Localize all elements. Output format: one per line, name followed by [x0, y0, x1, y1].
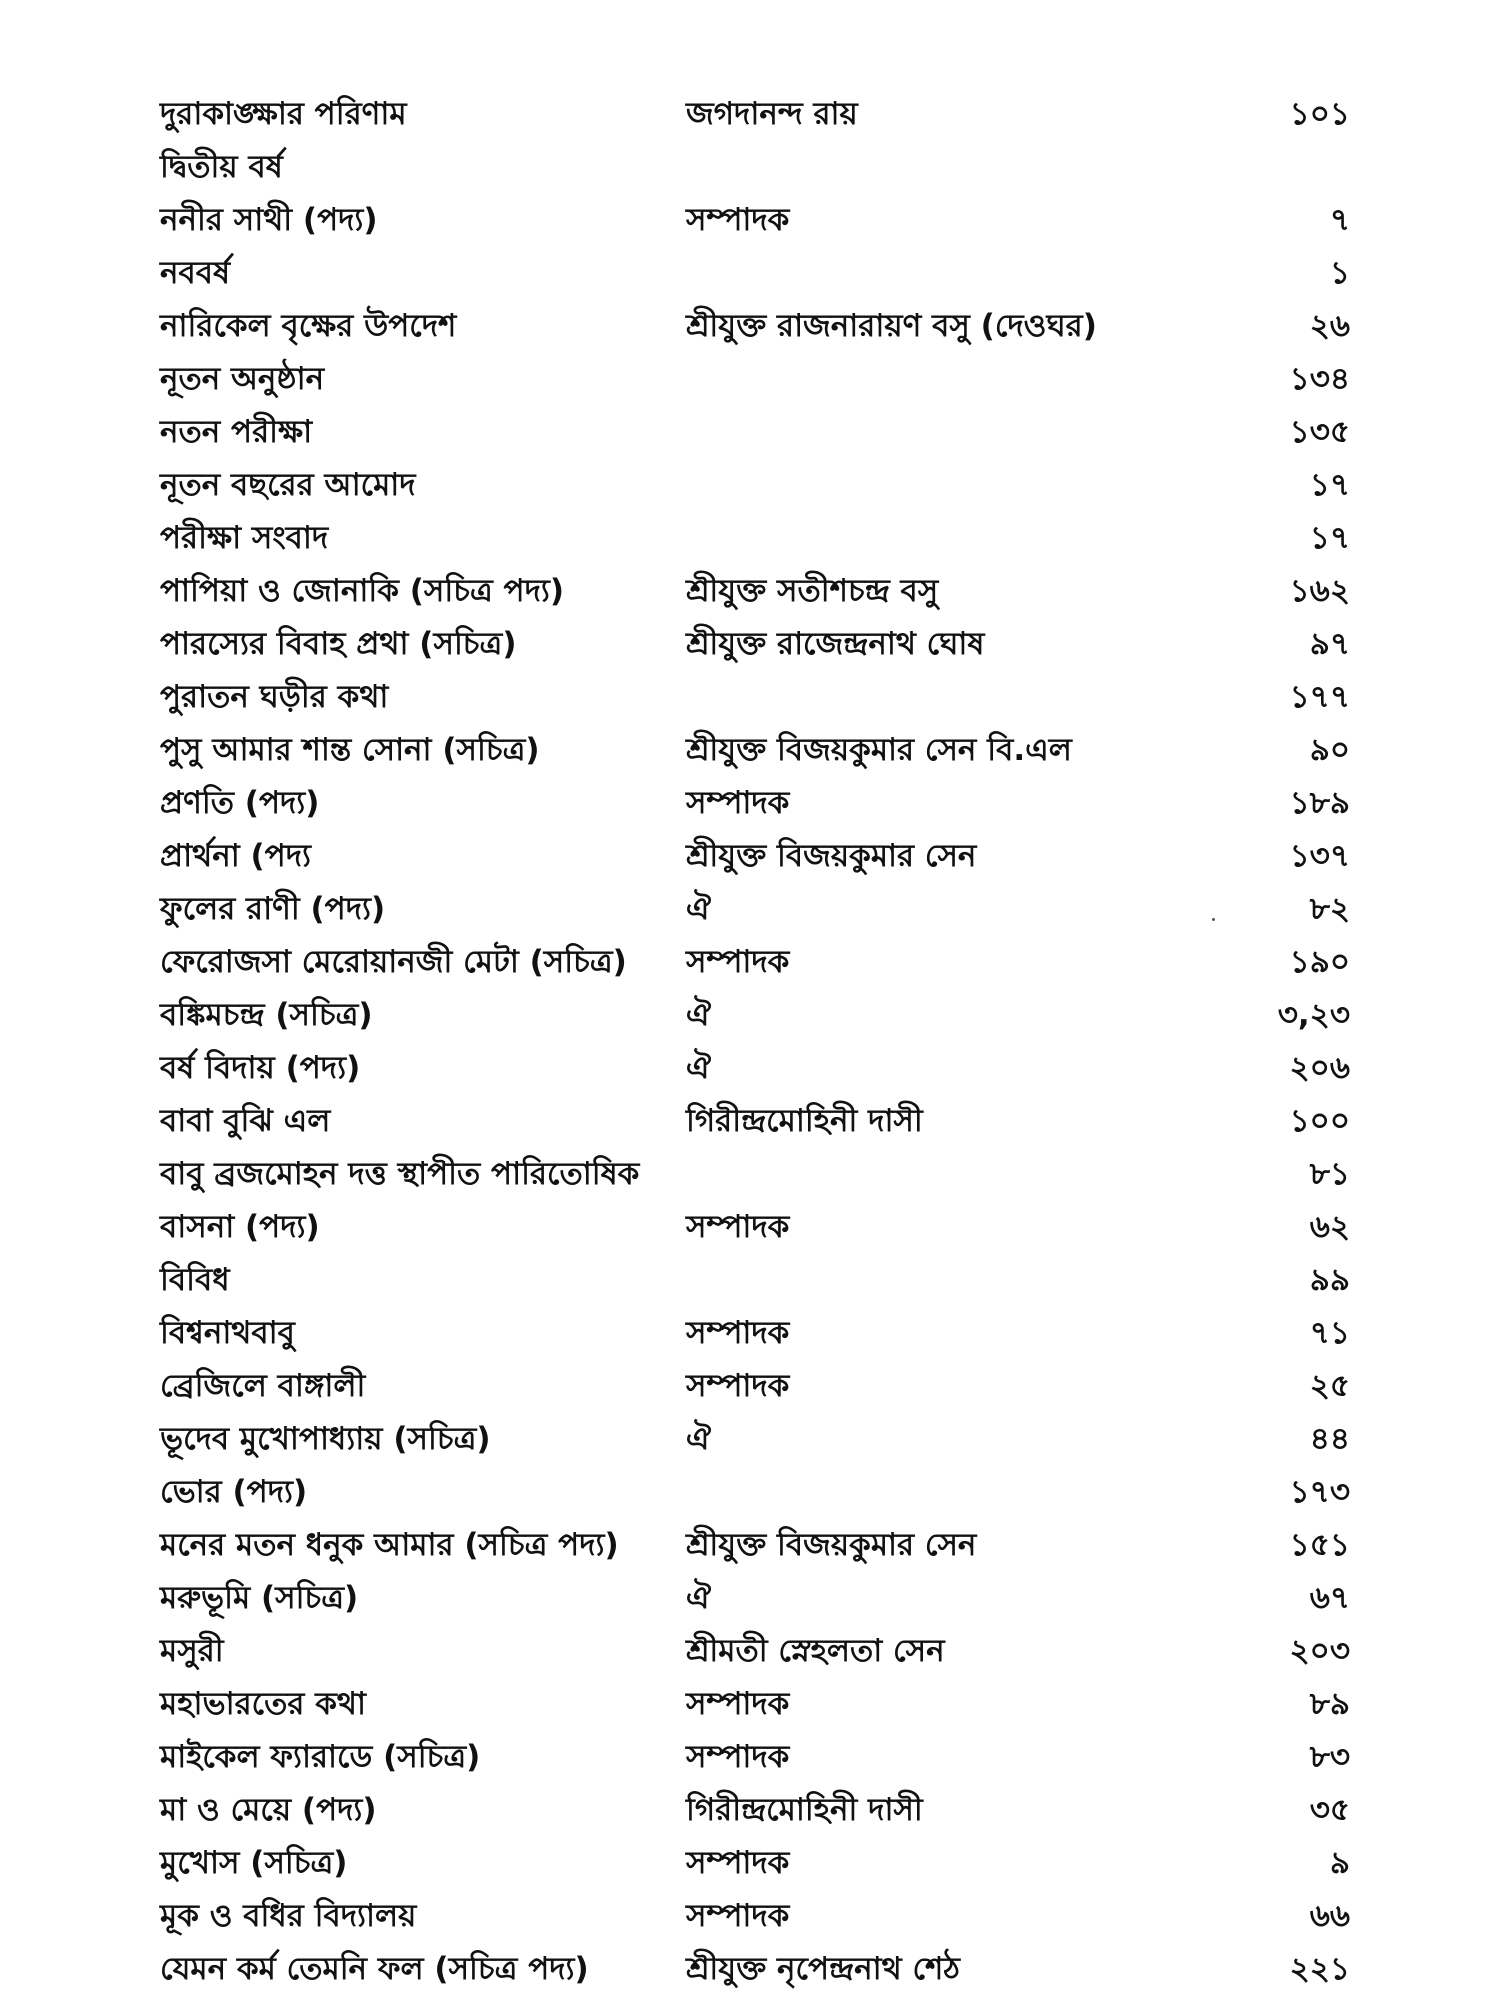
entry-page: ২০৬ — [1289, 1050, 1350, 1086]
entry-author: সম্পাদক — [686, 202, 790, 238]
entry-page: ১৭৩ — [1289, 1474, 1350, 1510]
entry-author: সম্পাদক — [686, 1739, 790, 1775]
entry-page: ৮৯ — [1309, 1686, 1350, 1722]
entry-title: দুরাকাঙ্ক্ষার পরিণাম — [160, 96, 407, 132]
entry-page: ৯ — [1329, 1845, 1350, 1881]
entry-page: ৬৬ — [1309, 1898, 1350, 1934]
entry-title: পারস্যের বিবাহ প্রথা (সচিত্র) — [160, 626, 517, 662]
entry-author: ঐ — [686, 1421, 711, 1457]
entry-author: শ্রীযুক্ত বিজয়কুমার সেন বি.এল — [686, 732, 1072, 768]
entry-page: ১০০ — [1289, 1103, 1350, 1139]
entry-title: ননীর সাথী (পদ্য) — [160, 202, 378, 238]
entry-title: মুখোস (সচিত্র) — [160, 1845, 348, 1881]
entry-author: সম্পাদক — [686, 1368, 790, 1404]
toc-row — [160, 830, 1350, 883]
entry-page: ১৩৪ — [1289, 361, 1350, 397]
entry-title: ফুলের রাণী (পদ্য) — [160, 891, 386, 927]
entry-author: সম্পাদক — [686, 1209, 790, 1245]
toc-row — [160, 1413, 1350, 1466]
entry-author: ঐ — [686, 997, 711, 1033]
entry-page: ১৩৫ — [1289, 414, 1350, 450]
toc-row — [160, 300, 1350, 353]
entry-page: ১৮৯ — [1289, 785, 1350, 821]
entry-author: শ্রীমতী স্নেহলতা সেন — [686, 1633, 945, 1669]
entry-page: ১৩৭ — [1289, 838, 1350, 874]
toc-row — [160, 618, 1350, 671]
entry-title: মূক ও বধির বিদ্যালয় — [160, 1898, 417, 1934]
entry-author: শ্রীযুক্ত রাজেন্দ্রনাথ ঘোষ — [686, 626, 985, 662]
entry-author: সম্পাদক — [686, 1898, 790, 1934]
entry-title: মহাভারতের কথা — [160, 1686, 366, 1722]
entry-page: ২০৩ — [1289, 1633, 1350, 1669]
entry-page: ২৫ — [1309, 1368, 1350, 1404]
toc-row — [160, 512, 1350, 565]
entry-title: নূতন অনুষ্ঠান — [160, 361, 325, 397]
entry-title: মরুভূমি (সচিত্র) — [160, 1580, 359, 1616]
entry-author: ঐ — [686, 891, 711, 927]
entry-title: ফেরোজসা মেরোয়ানজী মেটা (সচিত্র) — [160, 944, 627, 980]
entry-page: ৮২ — [1309, 891, 1350, 927]
toc-row — [160, 1837, 1350, 1890]
toc-row — [160, 459, 1350, 512]
entry-title: বিশ্বনাথবাবু — [160, 1315, 295, 1351]
entry-author: ঐ — [686, 1580, 711, 1616]
toc-row — [160, 1466, 1350, 1519]
entry-author: শ্রীযুক্ত বিজয়কুমার সেন — [686, 1527, 977, 1563]
toc-row — [160, 247, 1350, 300]
entry-title: পুসু আমার শান্ত সোনা (সচিত্র) — [160, 732, 540, 768]
entry-author: সম্পাদক — [686, 1686, 790, 1722]
entry-page: ৩,২৩ — [1277, 997, 1350, 1033]
entry-author: ঐ — [686, 1050, 711, 1086]
entry-title: বাসনা (পদ্য) — [160, 1209, 320, 1245]
entry-author: জগদানন্দ রায় — [686, 96, 858, 132]
entry-page: ৬৭ — [1309, 1580, 1350, 1616]
entry-page: ১৭৭ — [1289, 679, 1350, 715]
toc-row — [160, 1784, 1350, 1837]
entry-page: ২৬ — [1309, 308, 1350, 344]
toc-row — [160, 141, 1350, 194]
entry-page: ৩৫ — [1309, 1792, 1350, 1828]
entry-title: ভূদেব মুখোপাধ্যায় (সচিত্র) — [160, 1421, 491, 1457]
toc-row — [160, 406, 1350, 459]
toc-row — [160, 1307, 1350, 1360]
toc-row — [160, 989, 1350, 1042]
entry-author: গিরীন্দ্রমোহিনী দাসী — [686, 1103, 923, 1139]
toc-row — [160, 1731, 1350, 1784]
entry-title: যেমন কর্ম তেমনি ফল (সচিত্র পদ্য) — [160, 1951, 589, 1987]
entry-author: শ্রীযুক্ত সতীশচন্দ্র বসু — [686, 573, 939, 609]
entry-title: নববর্ষ — [160, 255, 231, 291]
entry-title: ব্রেজিলে বাঙ্গালী — [160, 1368, 366, 1404]
entry-page: ৬২ — [1309, 1209, 1350, 1245]
toc-row — [160, 194, 1350, 247]
entry-title: বঙ্কিমচন্দ্র (সচিত্র) — [160, 997, 373, 1033]
entry-page: ৮৩ — [1309, 1739, 1350, 1775]
entry-page: ২২১ — [1289, 1951, 1350, 1987]
table-of-contents — [160, 88, 1350, 1996]
entry-title: বাবু ব্রজমোহন দত্ত স্থাপীত পারিতোষিক — [160, 1156, 640, 1192]
toc-row — [160, 1095, 1350, 1148]
toc-row — [160, 1201, 1350, 1254]
entry-page: ১৭ — [1309, 467, 1350, 503]
entry-page: ১৯০ — [1289, 944, 1350, 980]
toc-row — [160, 1943, 1350, 1996]
entry-page: ৯০ — [1309, 732, 1350, 768]
toc-row — [160, 1519, 1350, 1572]
entry-title: নারিকেল বৃক্ষের উপদেশ — [160, 308, 457, 344]
entry-page: ১৫১ — [1289, 1527, 1350, 1563]
toc-row — [160, 565, 1350, 618]
toc-row — [160, 1890, 1350, 1943]
toc-row — [160, 671, 1350, 724]
entry-title: পুরাতন ঘড়ীর কথা — [160, 679, 389, 715]
entry-title: মা ও মেয়ে (পদ্য) — [160, 1792, 377, 1828]
toc-row — [160, 1148, 1350, 1201]
entry-page: ১০১ — [1289, 96, 1350, 132]
entry-title: পরীক্ষা সংবাদ — [160, 520, 329, 556]
entry-title: প্রার্থনা (পদ্য — [160, 838, 311, 874]
toc-row — [160, 1254, 1350, 1307]
entry-title: ভোর (পদ্য) — [160, 1474, 308, 1510]
entry-author: শ্রীযুক্ত রাজনারায়ণ বসু (দেওঘর) — [686, 308, 1097, 344]
entry-title: বিবিধ — [160, 1262, 230, 1298]
toc-row — [160, 1625, 1350, 1678]
entry-page: ১৭ — [1309, 520, 1350, 556]
entry-page: ৯৯ — [1309, 1262, 1350, 1298]
entry-page: ৯৭ — [1309, 626, 1350, 662]
entry-title: নতন পরীক্ষা — [160, 414, 313, 450]
entry-author: সম্পাদক — [686, 785, 790, 821]
entry-title: বাবা বুঝি এল — [160, 1103, 331, 1139]
toc-row — [160, 777, 1350, 830]
toc-row — [160, 1042, 1350, 1095]
entry-author: শ্রীযুক্ত নৃপেন্দ্রনাথ শেঠ — [686, 1951, 960, 1987]
entry-author: গিরীন্দ্রমোহিনী দাসী — [686, 1792, 923, 1828]
toc-row — [160, 1678, 1350, 1731]
entry-title: মসুরী — [160, 1633, 224, 1669]
toc-row — [160, 1360, 1350, 1413]
entry-page: ১ — [1329, 255, 1350, 291]
entry-title: প্রণতি (পদ্য) — [160, 785, 320, 821]
entry-title: পাপিয়া ও জোনাকি (সচিত্র পদ্য) — [160, 573, 565, 609]
entry-page: ৭১ — [1309, 1315, 1350, 1351]
toc-row — [160, 353, 1350, 406]
entry-page: ১৬২ — [1289, 573, 1350, 609]
entry-author: সম্পাদক — [686, 1315, 790, 1351]
toc-row — [160, 1572, 1350, 1625]
entry-author: সম্পাদক — [686, 1845, 790, 1881]
toc-row — [160, 883, 1350, 936]
entry-title: মাইকেল ফ্যারাডে (সচিত্র) — [160, 1739, 481, 1775]
toc-row — [160, 936, 1350, 989]
toc-row — [160, 88, 1350, 141]
toc-row — [160, 724, 1350, 777]
section-heading: দ্বিতীয় বর্ষ — [160, 149, 283, 185]
print-speck — [1212, 918, 1215, 921]
entry-page: ৭ — [1329, 202, 1350, 238]
entry-page: ৪৪ — [1309, 1421, 1350, 1457]
entry-page: ৮১ — [1309, 1156, 1350, 1192]
entry-title: নূতন বছরের আমোদ — [160, 467, 416, 503]
entry-title: মনের মতন ধনুক আমার (সচিত্র পদ্য) — [160, 1527, 619, 1563]
entry-title: বর্ষ বিদায় (পদ্য) — [160, 1050, 361, 1086]
entry-author: শ্রীযুক্ত বিজয়কুমার সেন — [686, 838, 977, 874]
entry-author: সম্পাদক — [686, 944, 790, 980]
